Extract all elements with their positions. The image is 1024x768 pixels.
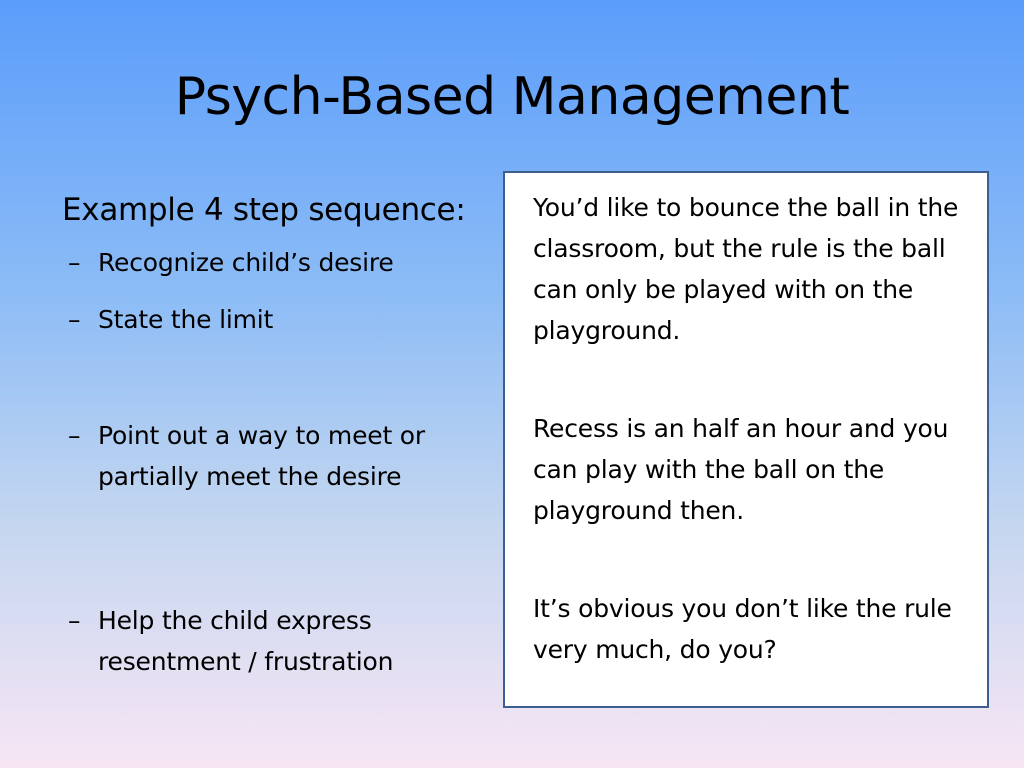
step-item [68, 415, 478, 497]
slide-title: Psych-Based Management [174, 67, 850, 127]
dash-bullet: – [68, 606, 81, 635]
dash-bullet: – [68, 421, 81, 450]
example-paragraph: Recess is an half an hour and you can play with the ball on the playground then. [533, 414, 949, 525]
step-item [68, 242, 478, 283]
example-text-box [503, 171, 989, 708]
steps-heading: Example 4 step sequence: [62, 192, 466, 228]
dash-bullet: – [68, 248, 81, 277]
step-item [68, 600, 478, 682]
step-text: Point out a way to meet or partially meet the desire [98, 421, 425, 491]
dash-bullet: – [68, 305, 81, 334]
step-text: State the limit [98, 305, 274, 334]
steps-panel [62, 188, 502, 676]
step-text: Help the child express resentment / frustration [98, 606, 394, 676]
step-text: Recognize child’s desire [98, 248, 394, 277]
example-paragraph: It’s obvious you don’t like the rule very much, do you? [533, 594, 952, 664]
example-paragraph: You’d like to bounce the ball in the classroom, but the rule is the ball can only be played with on the playground. [533, 193, 959, 345]
step-item [68, 299, 478, 340]
